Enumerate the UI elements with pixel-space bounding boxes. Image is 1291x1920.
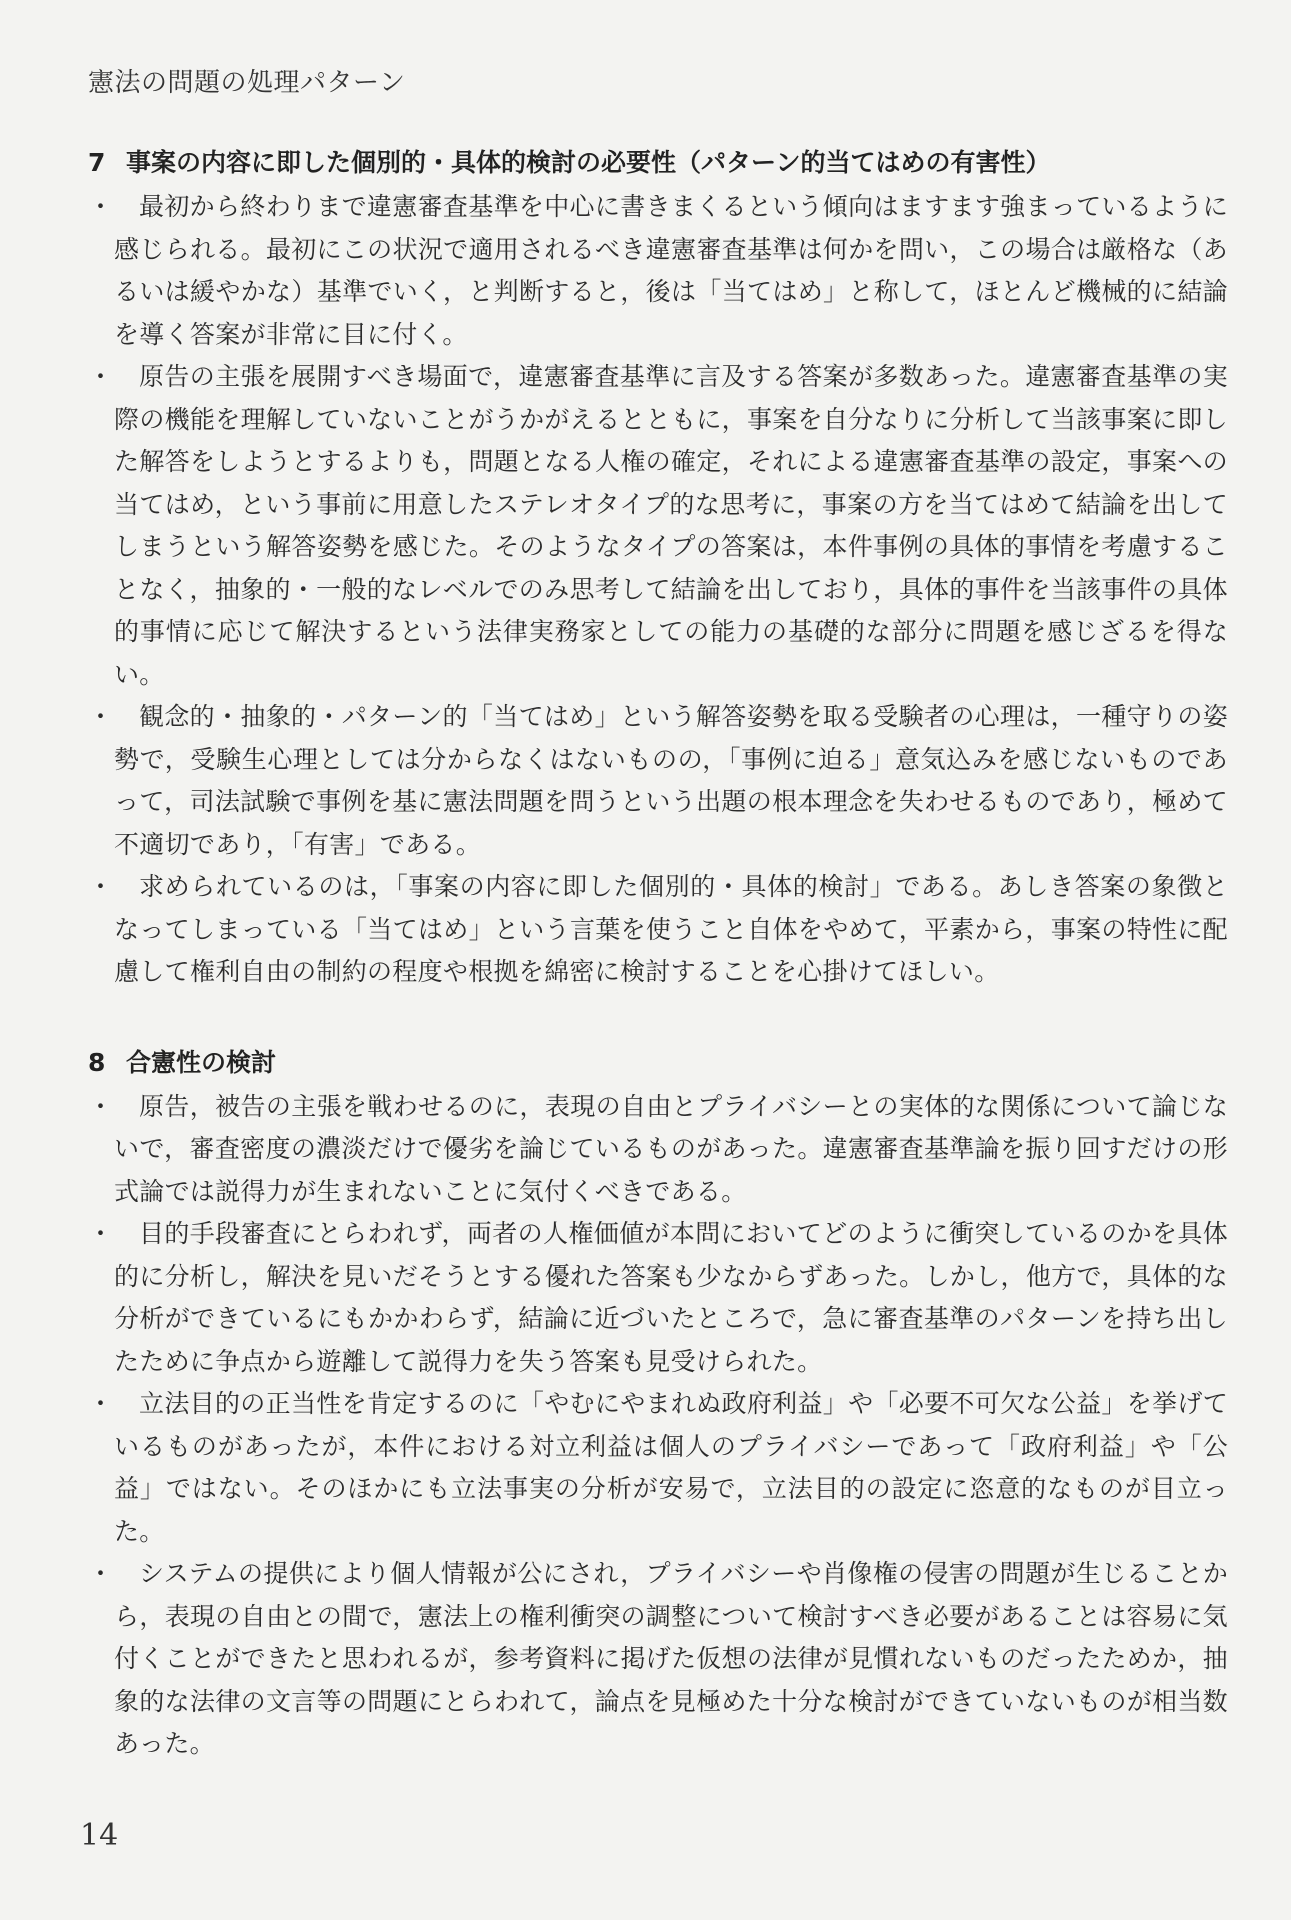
section-number: 7 [88,148,106,177]
bullet-marker: ・ [88,1559,114,1588]
list-item [88,866,1228,994]
list-item [88,1086,1228,1214]
list-item [88,1383,1228,1553]
list-item [88,1213,1228,1383]
bullet-marker: ・ [88,192,114,221]
page-body [88,142,1228,1814]
item-text: 求められているのは，「事案の内容に即した個別的・具体的検討」である。あしき答案の象徴となってしまっている「当てはめ」という言葉を使うこと自体をやめて，平素から，事案の特性に配慮して権利自由の制約の程度や根拠を綿密に検討することを心掛けてほしい。 [114,872,1228,986]
item-text: 最初から終わりまで違憲審査基準を中心に書きまくるという傾向はますます強まっているように感じられる。最初にこの状況で適用されるべき違憲審査基準は何かを問い，この場合は厳格な（あるいは緩やかな）基準でいく，と判断すると，後は「当てはめ」と称して，ほとんど機械的に結論を導く答案が非常に目に付く。 [114,192,1228,349]
section-7 [88,142,1228,994]
section-title: 合憲性の検討 [126,1047,277,1077]
running-header: 憲法の問題の処理パターン [88,68,406,98]
bullet-marker: ・ [88,872,114,901]
bullet-marker: ・ [88,362,114,391]
list-item [88,356,1228,696]
section-8 [88,1042,1228,1766]
item-text: 原告の主張を展開すべき場面で，違憲審査基準に言及する答案が多数あった。違憲審査基準の実際の機能を理解していないことがうかがえるとともに，事案を自分なりに分析して当該事案に即した解答をしようとするよりも，問題となる人権の確定，それによる違憲審査基準の設定，事案への当てはめ，という事前に用意したステレオタイプ的な思考に，事案の方を当てはめて結論を出してしまうという解答姿勢を感じた。そのようなタイプの答案は，本件事例の具体的事情を考慮することなく，抽象的・一般的なレベルでのみ思考して結論を出しており，具体的事件を当該事件の具体的事情に応じて解決するという法律実務家としての能力の基礎的な部分に問題を感じざるを得ない。 [114,362,1228,689]
item-text: 目的手段審査にとらわれず，両者の人権価値が本問においてどのように衝突しているのかを具体的に分析し，解決を見いだそうとする優れた答案も少なからずあった。しかし，他方で，具体的な分析ができているにもかかわらず，結論に近づいたところで，急に審査基準のパターンを持ち出したために争点から遊離して説得力を失う答案も見受けられた。 [114,1219,1228,1376]
bullet-marker: ・ [88,1091,114,1121]
section-title: 事案の内容に即した個別的・具体的検討の必要性（パターン的当てはめの有害性） [126,148,1051,177]
list-item [88,696,1228,866]
item-text: 立法目的の正当性を肯定するのに「やむにやまれぬ政府利益」や「必要不可欠な公益」を挙げているものがあったが，本件における対立利益は個人のプライバシーであって「政府利益」や「公益」ではない。そのほかにも立法事実の分析が安易で，立法目的の設定に恣意的なものが目立った。 [114,1389,1228,1546]
list-item [88,1553,1228,1766]
section-number: 8 [88,1047,106,1077]
item-text: システムの提供により個人情報が公にされ，プライバシーや肖像権の侵害の問題が生じることから，表現の自由との間で，憲法上の権利衝突の調整について検討すべき必要があることは容易に気付くことができたと思われるが，参考資料に掲げた仮想の法律が見慣れないものだったためか，抽象的な法律の文言等の問題にとらわれて，論点を見極めた十分な検討ができていないものが相当数あった。 [114,1559,1228,1758]
bullet-marker: ・ [88,702,114,731]
section-heading [88,142,1228,184]
section-heading [88,1042,1228,1084]
list-item [88,186,1228,356]
section-items [88,186,1228,994]
bullet-marker: ・ [88,1389,114,1418]
bullet-marker: ・ [88,1219,114,1248]
section-items [88,1086,1228,1766]
item-text: 原告，被告の主張を戦わせるのに，表現の自由とプライバシーとの実体的な関係について論じないで，審査密度の濃淡だけで優劣を論じているものがあった。違憲審査基準論を振り回すだけの形式論では説得力が生まれないことに気付くべきである。 [114,1091,1228,1206]
page-number: 14 [80,1818,119,1853]
item-text: 観念的・抽象的・パターン的「当てはめ」という解答姿勢を取る受験者の心理は，一種守りの姿勢で，受験生心理としては分からなくはないものの，「事例に迫る」意気込みを感じないものであって，司法試験で事例を基に憲法問題を問うという出題の根本理念を失わせるものであり，極めて不適切であり，「有害」である。 [114,702,1228,859]
